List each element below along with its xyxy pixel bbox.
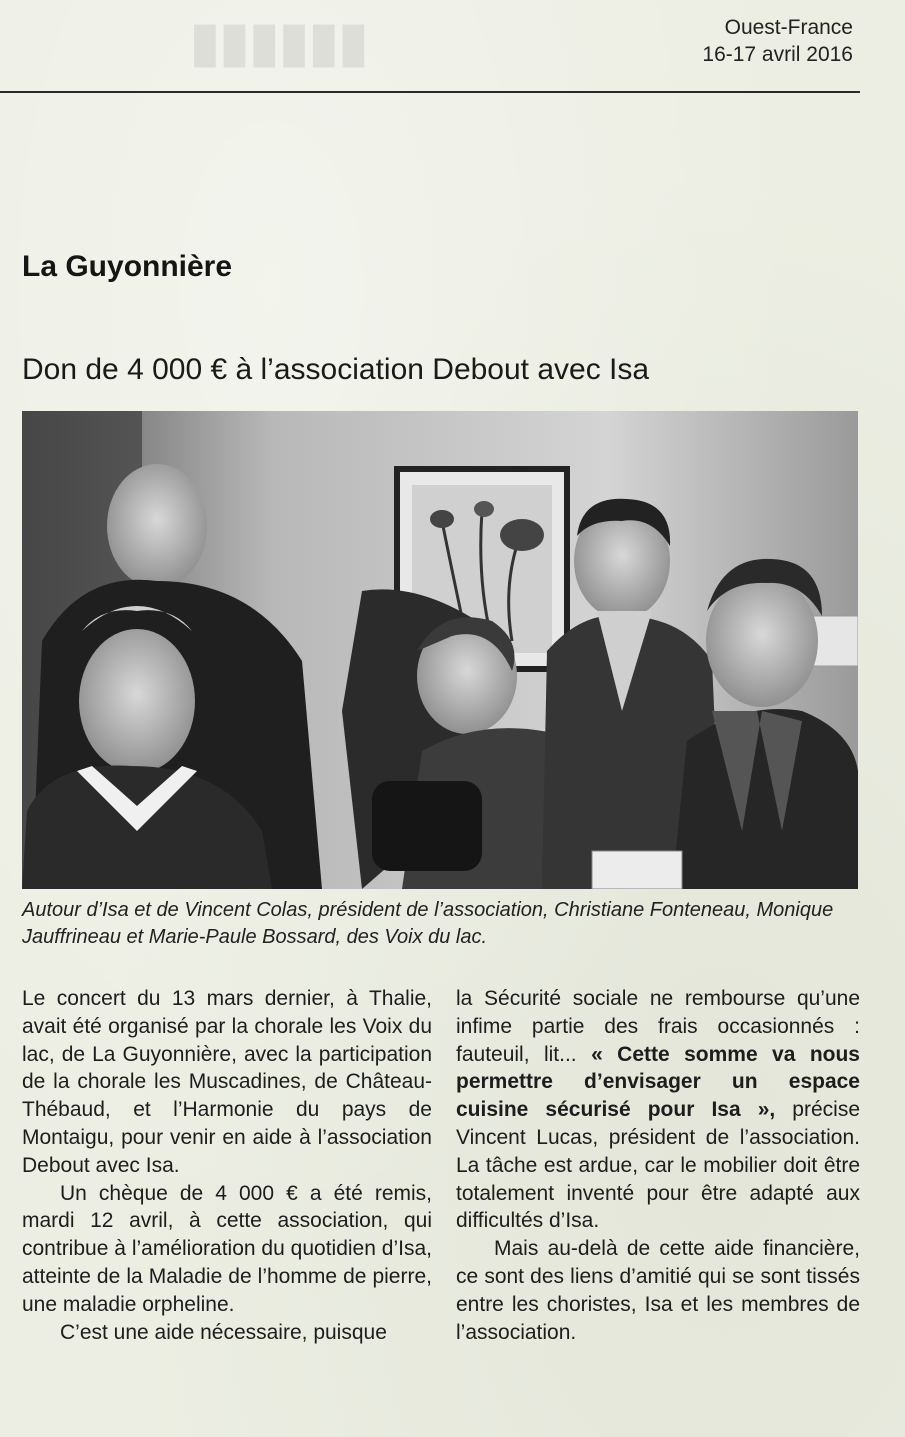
- article-column-2: [456, 985, 860, 1346]
- article-photo: [22, 411, 858, 889]
- masthead: [702, 14, 853, 68]
- paragraph-text: précise Vincent Lucas, président de l’association. La tâche est ardue, car le mobilier doit être totalement inventé pour être adapté aux difficultés d’Isa.: [456, 1098, 860, 1233]
- paragraph: [456, 985, 860, 1235]
- newspaper-name: Ouest-France: [724, 16, 853, 39]
- show-through-text: ▮▮▮▮▮▮: [190, 12, 369, 72]
- article-headline: Don de 4 000 € à l’association Debout avec Isa: [22, 353, 650, 386]
- photo-caption: Autour d’Isa et de Vincent Colas, président de l’association, Christiane Fonteneau, Monique Jauffrineau et Marie-Paule Bossard, des Voix du lac.: [22, 899, 834, 948]
- paragraph-text: la Sécurité sociale ne rembourse qu’une infime partie des frais occasionnés : fauteuil, lit...: [456, 987, 860, 1066]
- quote-text: « Cette somme va nous permettre d’envisager un espace cuisine sécurisé pour Isa »,: [456, 1042, 860, 1122]
- paragraph: C’est une aide nécessaire, puisque: [60, 1320, 387, 1344]
- section-title: La Guyonnière: [22, 250, 233, 283]
- paragraph: Mais au-delà de cette aide financière, ce sont des liens d’amitié qui se sont tissés entre les choristes, Isa et les membres de l’association.: [456, 1237, 860, 1344]
- header-rule: [0, 91, 860, 93]
- issue-date: 16-17 avril 2016: [702, 43, 853, 66]
- paragraph: Le concert du 13 mars dernier, à Thalie, avait été organisé par la chorale les Voix du lac, de La Guyonnière, avec la participation de la chorale les Muscadines, de Château-Thébaud, et l’Harmonie du pays de Montaigu, pour venir en aide à l’association Debout avec Isa.: [22, 987, 432, 1177]
- article-column-1: [22, 985, 432, 1346]
- paragraph: Un chèque de 4 000 € a été remis, mardi 12 avril, à cette association, qui contribue à l’amélioration du quotidien d’Isa, atteinte de la Maladie de l’homme de pierre, une maladie orpheline.: [22, 1181, 432, 1316]
- photo-illustration: [22, 411, 858, 889]
